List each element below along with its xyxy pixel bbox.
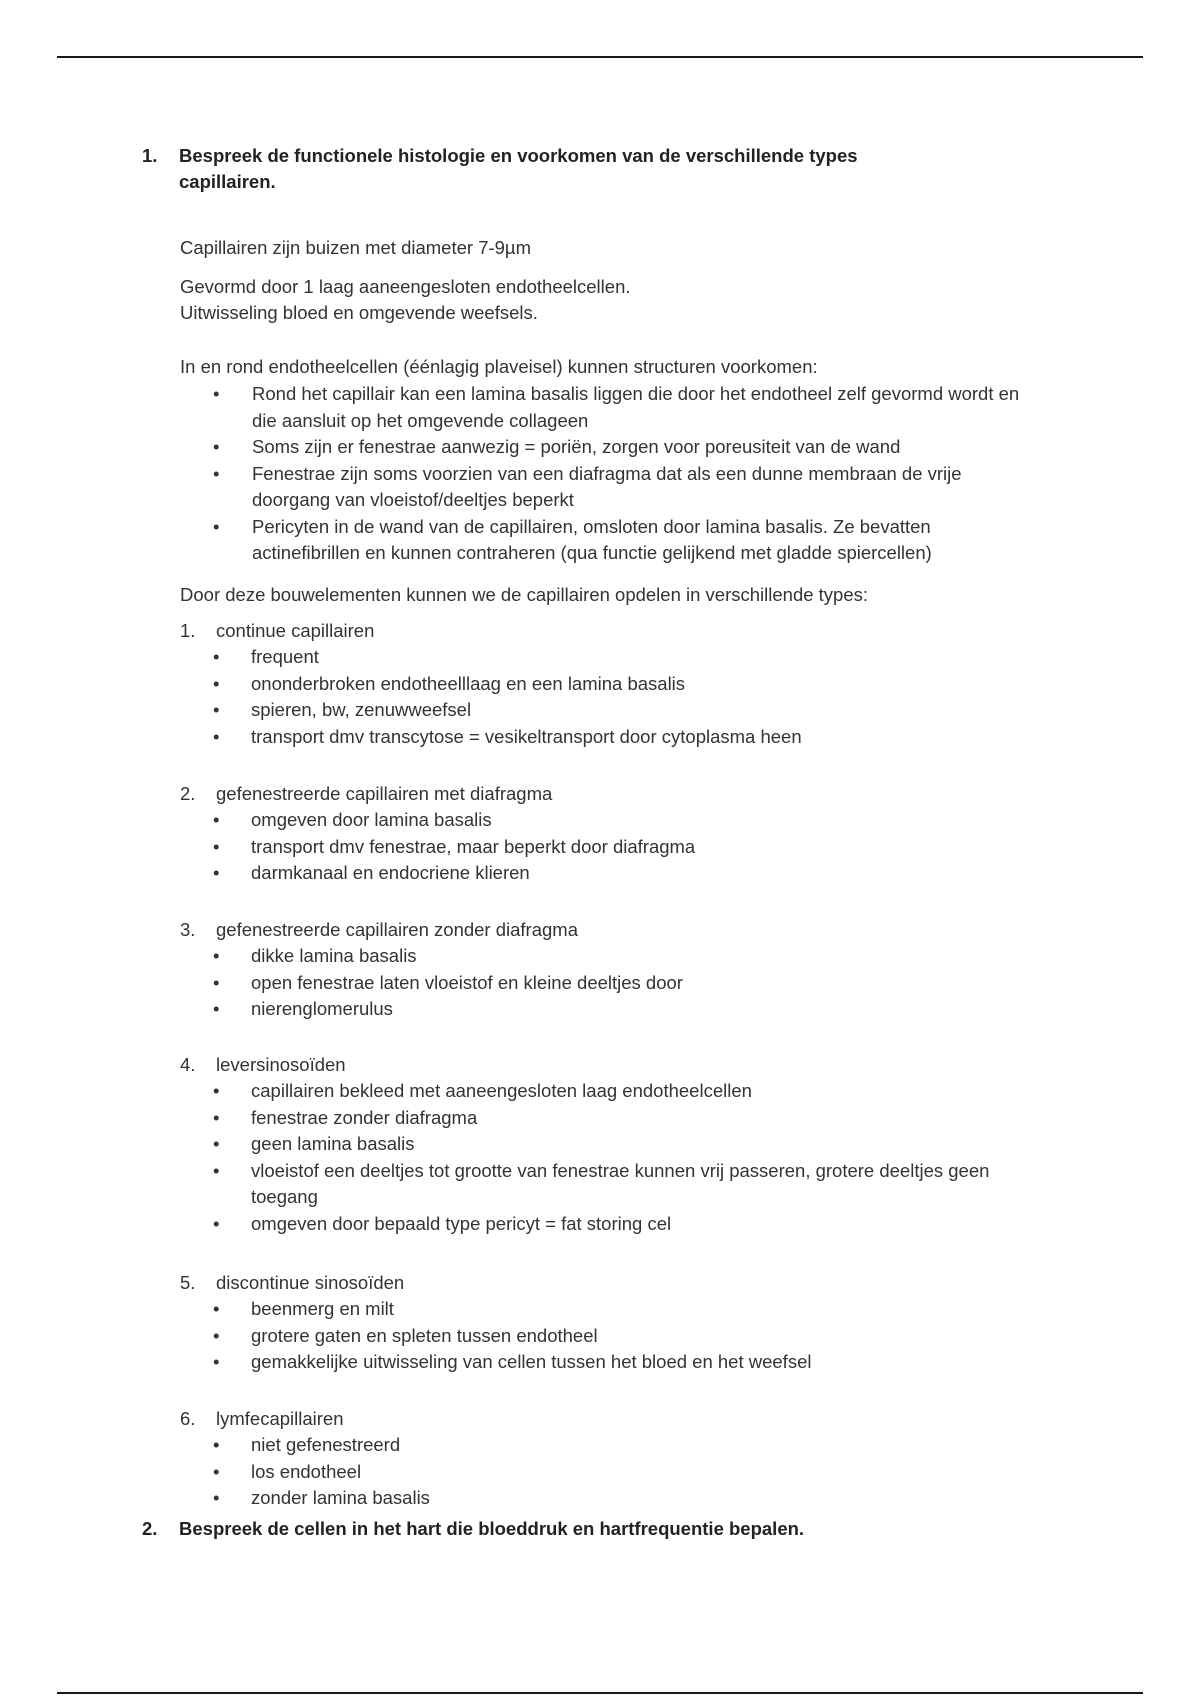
intro-line-layer: Gevormd door 1 laag aaneengesloten endotheelcellen. xyxy=(180,276,631,297)
list-item: • Soms zijn er fenestrae aanwezig = poriën, zorgen voor poreusiteit van de wand xyxy=(180,434,1040,461)
question-title: Bespreek de cellen in het hart die bloeddruk en hartfrequentie bepalen. xyxy=(179,1518,805,1539)
bullet-icon: • xyxy=(213,725,220,747)
bullet-icon: • xyxy=(213,1133,220,1154)
bullet-icon: • xyxy=(213,462,220,484)
question-number: 1. xyxy=(142,145,158,166)
footer-rule xyxy=(57,1692,1143,1694)
capillary-type-2 xyxy=(180,781,1040,887)
bullet-icon: • xyxy=(213,699,220,720)
bullet-icon: • xyxy=(213,383,220,404)
bullet-icon: • xyxy=(213,1106,220,1128)
type-items xyxy=(180,1078,1040,1237)
list-item: • beenmerg en milt xyxy=(180,1296,1040,1323)
bullet-icon: • xyxy=(213,436,220,457)
bullet-icon: • xyxy=(213,1080,220,1101)
bullet-icon: • xyxy=(213,1324,220,1346)
list-item: • transport dmv transcytose = vesikeltransport door cytoplasma heen xyxy=(180,724,1040,751)
bullet-icon: • xyxy=(213,1212,220,1234)
type-heading: 6. lymfecapillairen xyxy=(180,1408,344,1429)
type-items xyxy=(180,1296,1040,1376)
bullet-icon: • xyxy=(213,809,220,830)
capillary-type-3 xyxy=(180,917,1040,1023)
list-item: • omgeven door bepaald type pericyt = fat storing cel xyxy=(180,1211,1040,1238)
type-heading: 2. gefenestreerde capillairen met diafragma xyxy=(180,783,553,804)
bullet-icon: • xyxy=(213,672,220,694)
list-item: • darmkanaal en endocriene klieren xyxy=(180,860,1040,887)
bullet-icon: • xyxy=(213,862,220,883)
list-item: • geen lamina basalis xyxy=(180,1131,1040,1158)
bullet-icon: • xyxy=(213,998,220,1019)
bullet-icon: • xyxy=(213,1487,220,1508)
type-heading: 3. gefenestreerde capillairen zonder diafragma xyxy=(180,919,578,940)
list-item: • gemakkelijke uitwisseling van cellen tussen het bloed en het weefsel xyxy=(180,1349,1040,1376)
type-heading: 1. continue capillairen xyxy=(180,620,375,641)
list-item: • dikke lamina basalis xyxy=(180,943,1040,970)
question-number: 2. xyxy=(142,1518,158,1539)
bullet-icon: • xyxy=(213,835,220,857)
list-item: • transport dmv fenestrae, maar beperkt door diafragma xyxy=(180,834,1040,861)
type-items xyxy=(180,943,1040,1023)
question-title: Bespreek de functionele histologie en voorkomen van de verschillende types capillairen. xyxy=(179,145,858,192)
structures-list xyxy=(180,381,1040,567)
list-item: • zonder lamina basalis xyxy=(180,1485,1040,1512)
list-item: • fenestrae zonder diafragma xyxy=(180,1105,1040,1132)
bullet-icon: • xyxy=(213,515,220,537)
bullet-icon: • xyxy=(213,945,220,966)
list-item: • omgeven door lamina basalis xyxy=(180,807,1040,834)
capillary-type-6 xyxy=(180,1406,1040,1512)
bullet-icon: • xyxy=(213,1351,220,1372)
list-item: • los endotheel xyxy=(180,1459,1040,1486)
bullet-icon: • xyxy=(213,1434,220,1455)
list-item: • Fenestrae zijn soms voorzien van een diafragma dat als een dunne membraan de vrije doorgang van vloeistof/deeltjes beperkt xyxy=(213,462,962,510)
type-heading: 5. discontinue sinosoïden xyxy=(180,1272,405,1293)
capillary-type-5 xyxy=(180,1270,1040,1376)
list-item: • vloeistof een deeltjes tot grootte van fenestrae kunnen vrij passeren, grotere deeltjes geen toegang xyxy=(213,1159,990,1207)
header-rule xyxy=(57,56,1143,58)
type-items xyxy=(180,1432,1040,1512)
question-2 xyxy=(142,1516,939,1542)
type-items xyxy=(180,644,1040,750)
types-intro: Door deze bouwelementen kunnen we de capillairen opdelen in verschillende types: xyxy=(180,584,869,605)
list-item: • Rond het capillair kan een lamina basalis liggen die door het endotheel zelf gevormd wordt en die aansluit op het omgevende collageen xyxy=(213,383,1020,431)
type-heading: 4. leversinosoïden xyxy=(180,1054,346,1075)
capillary-type-1 xyxy=(180,618,1040,750)
intro-line-exchange: Uitwisseling bloed en omgevende weefsels. xyxy=(180,302,538,323)
bullet-icon: • xyxy=(213,1298,220,1319)
intro-line-structures: In en rond endotheelcellen (éénlagig plaveisel) kunnen structuren voorkomen: xyxy=(180,356,818,377)
capillary-type-4 xyxy=(180,1052,1040,1237)
intro-line-diameter: Capillairen zijn buizen met diameter 7-9µm xyxy=(180,237,532,258)
bullet-icon: • xyxy=(213,646,220,667)
list-item: • nierenglomerulus xyxy=(180,996,1040,1023)
bullet-icon: • xyxy=(213,1460,220,1482)
bullet-icon: • xyxy=(213,1159,220,1181)
type-items xyxy=(180,807,1040,887)
question-1 xyxy=(142,143,939,195)
list-item: • grotere gaten en spleten tussen endotheel xyxy=(180,1323,1040,1350)
list-item: • capillairen bekleed met aaneengesloten laag endotheelcellen xyxy=(180,1078,1040,1105)
list-item: • ononderbroken endotheelllaag en een lamina basalis xyxy=(180,671,1040,698)
bullet-icon: • xyxy=(213,971,220,993)
list-item: • open fenestrae laten vloeistof en kleine deeltjes door xyxy=(180,970,1040,997)
list-item: • niet gefenestreerd xyxy=(180,1432,1040,1459)
list-item: • spieren, bw, zenuwweefsel xyxy=(180,697,1040,724)
list-item: • Pericyten in de wand van de capillairen, omsloten door lamina basalis. Ze bevatten actinefibrillen en kunnen contraheren (qua functie gelijkend met gladde spiercellen) xyxy=(213,515,932,563)
list-item: • frequent xyxy=(180,644,1040,671)
